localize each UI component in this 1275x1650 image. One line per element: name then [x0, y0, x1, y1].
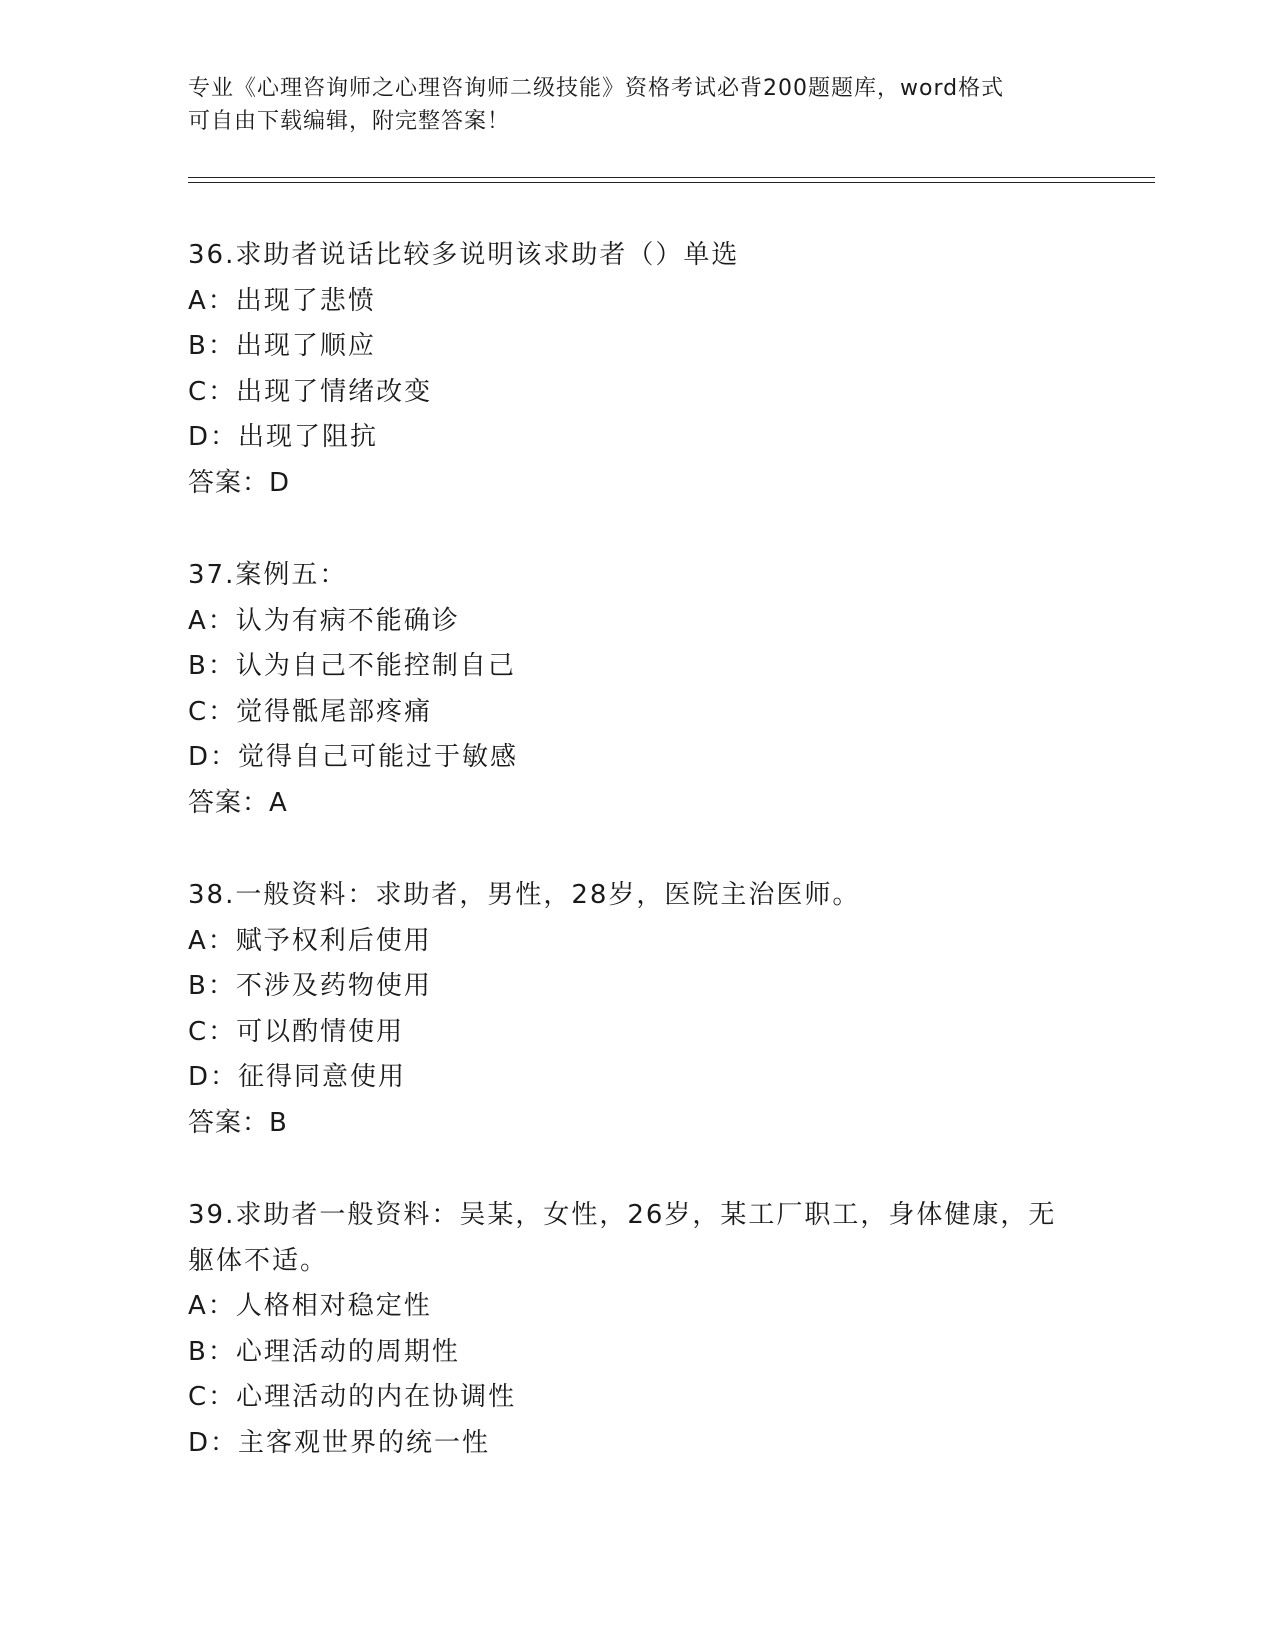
- answer: 答案：B: [188, 1107, 288, 1138]
- option-c: C：觉得骶尾部疼痛: [188, 696, 433, 727]
- question-stem: 39.求助者一般资料：吴某，女性，26岁，某工厂职工，身体健康，无: [188, 1200, 1057, 1230]
- header-divider-top: [188, 177, 1155, 178]
- question-36: [188, 233, 1088, 506]
- option-b: B：出现了顺应: [188, 331, 376, 361]
- option-b: B：认为自己不能控制自己: [188, 651, 516, 681]
- document-header: [188, 72, 1088, 138]
- option-b: B：心理活动的周期性: [188, 1336, 460, 1367]
- question-stem: 36.求助者说话比较多说明该求助者（）单选: [188, 240, 740, 270]
- option-b: B：不涉及药物使用: [188, 971, 432, 1001]
- answer: 答案：A: [188, 787, 288, 818]
- option-d: D：主客观世界的统一性: [188, 1427, 491, 1458]
- option-a: A：出现了悲愤: [188, 285, 376, 316]
- option-a: A：认为有病不能确诊: [188, 605, 460, 636]
- header-line-2: 可自由下载编辑，附完整答案！: [188, 109, 511, 134]
- answer: 答案：D: [188, 467, 291, 498]
- question-stem: 38.一般资料：求助者，男性，28岁，医院主治医师。: [188, 880, 861, 910]
- option-c: C：出现了情绪改变: [188, 376, 433, 407]
- header-divider-bottom: [188, 182, 1155, 183]
- option-d: D：觉得自己可能过于敏感: [188, 742, 519, 772]
- question-38: [188, 873, 1088, 1146]
- question-stem-continued: 躯体不适。: [188, 1245, 329, 1276]
- option-c: C：可以酌情使用: [188, 1016, 405, 1047]
- option-a: A：人格相对稳定性: [188, 1291, 432, 1321]
- header-line-1: 专业《心理咨询师之心理咨询师二级技能》资格考试必背200题题库，word格式: [188, 76, 1005, 101]
- option-a: A：赋予权利后使用: [188, 925, 432, 956]
- option-d: D：出现了阻抗: [188, 422, 379, 452]
- question-37: [188, 553, 1088, 826]
- question-stem: 37.案例五：: [188, 560, 348, 590]
- option-c: C：心理活动的内在协调性: [188, 1382, 517, 1412]
- question-39: [188, 1193, 1088, 1466]
- option-d: D：征得同意使用: [188, 1062, 407, 1092]
